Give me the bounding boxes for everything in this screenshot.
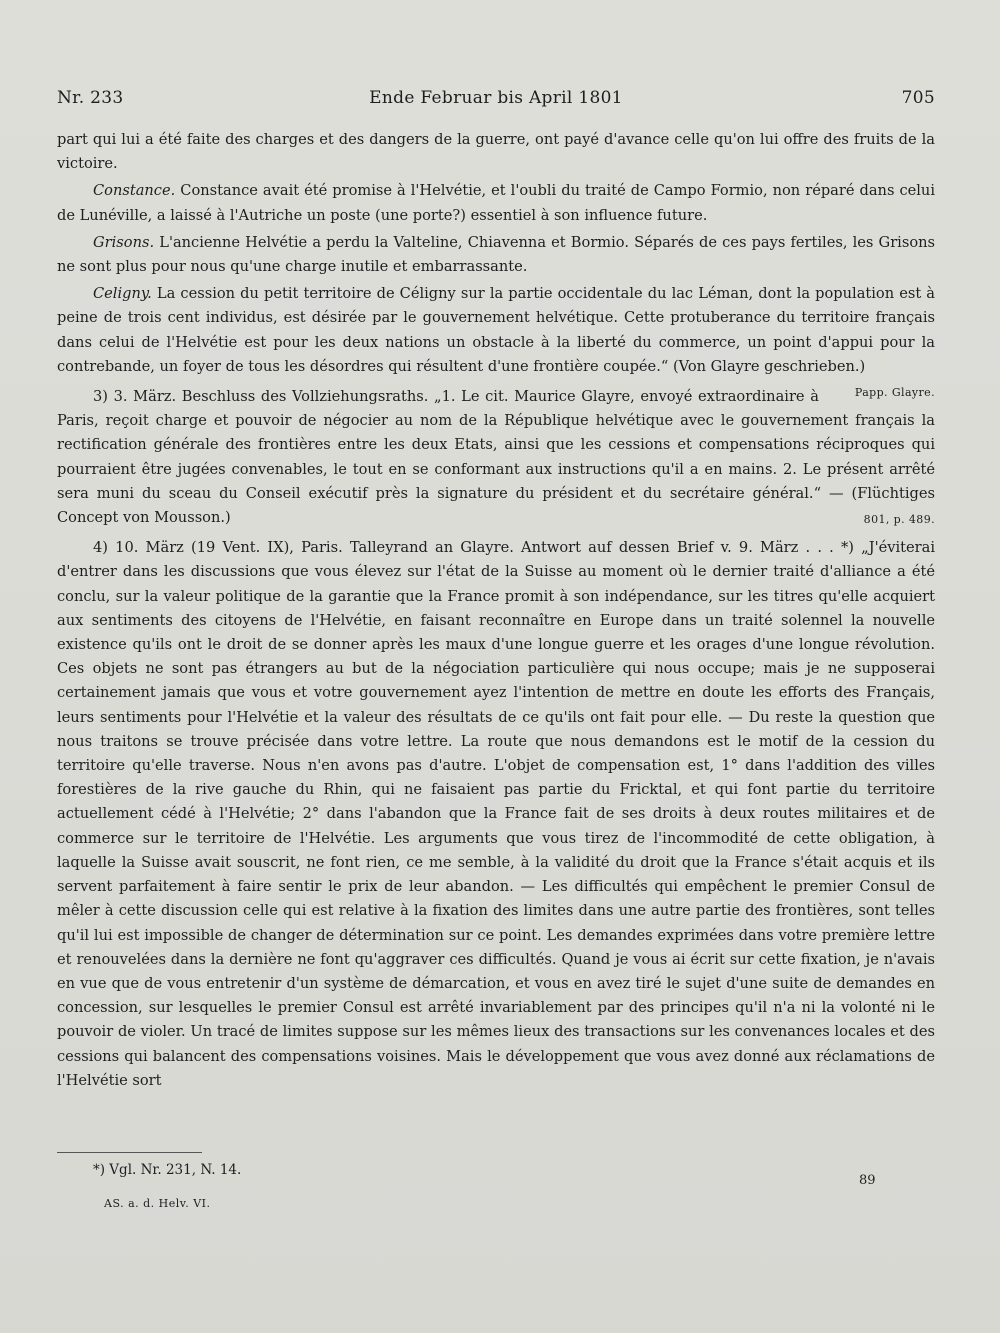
paragraph-grisons xyxy=(57,231,935,279)
paragraph-text: Constance avait été promise à l'Helvétie, et l'oubli du traité de Campo Formio, non réparé dans celui de Lunéville, a laissé à l'Autriche un poste (une porte?) essentiel à son influence future. xyxy=(57,182,935,224)
paragraph-label: Celigny. xyxy=(93,285,152,303)
paragraph-celigny xyxy=(57,282,935,400)
footnote-divider xyxy=(57,1152,202,1153)
paragraph-constance xyxy=(57,179,935,227)
collection-signature: AS. a. d. Helv. VI. xyxy=(104,1197,211,1210)
paragraph-text: 3) 3. März. Beschluss des Vollziehungsraths. „1. Le cit. Maurice Glayre, envoyé extraordinaire à Paris, reçoit charge et pouvoir de négocier au nom de la République helvétique avec le gouvernement français la rectification générale des frontières entre les deux Etats, ainsi que les cessions et compensations réciproques qui pourraient être jugées convenables, le tout en se conformant aux instructions qu'il a en mains. 2. Le présent arrêté sera muni du sceau du Conseil exécutif près la signature du président et du secrétaire général.“ — (Flüchtiges Concept von Mousson.) xyxy=(57,388,935,527)
paragraph-label: Grisons. xyxy=(93,233,155,251)
running-header xyxy=(57,88,935,114)
paragraph-entry-4: 4) 10. März (19 Vent. IX), Paris. Talleyrand an Glayre. Antwort auf dessen Brief v. 9. März . . . *) „J'éviterai d'entrer dans les discussions que vous élevez sur l'état de la Suisse au moment où le dernier traité d'alliance a été conclu, sur la valeur politique de la garantie que la France promit à son indépendance, sur les titres qu'elle acquiert aux sentiments des citoyens de l'Helvétie, en faisant reconnaître en Europe dans un traité solennel la nouvelle existence qu'ils ont le droit de se donner après les maux d'une longue guerre et les orages d'une longue révolution. Ces objets ne sont pas étrangers au but de la négociation particulière qui nous occupe; mais je ne supposerai certainement jamais que vous et votre gouvernement ayez l'intention de mettre en doute les efforts des Français, leurs sentiments pour l'Helvétie et la valeur des résultats de ce qu'ils ont fait pour elle. — Du reste la question que nous traitons se trouve précisée dans votre lettre. La route que nous demandons est le motif de la cession du territoire qu'elle traverse. Nous n'en avons pas d'autre. L'objet de compensation est, 1° dans l'addition des villes forestières de la rive gauche du Rhin, qui ne faisaient pas partie du Fricktal, et qui font partie du territoire actuellement cédé à l'Helvétie; 2° dans l'abandon que la France fait de ses droits à deux routes militaires et de commerce sur le territoire de l'Helvétie. Les arguments que vous tirez de l'incommodité de cette obligation, à laquelle la Suisse avait souscrit, ne font rien, ce me semble, à la validité du droit que la France s'était acquis et ils servent parfaitement à faire sentir le prix de leur abandon. — Les difficultés qui empêchent le premier Consul de mêler à cette discussion celle qui est relative à la fixation des limites dans une autre partie des frontières, sont telles qu'il lui est impossible de changer de détermination sur ce point. Les demandes exprimées dans votre première lettre et renouvelées dans la dernière ne font qu'aggraver ces difficultés. Quand je vous ai écrit sur cette fixation, je n'avais en vue que de vous entretenir d'un système de démarcation, et vous en avez tiré le sujet d'une suite de demandes en concession, sur lesquelles le premier Consul est arrêté invariablement par des principes qu'il n'a ni la volonté ni le pouvoir de violer. Un tracé de limites suppose sur les mêmes lieux des transactions sur les convenances locales et des cessions qui balancent des compensations voisines. Mais le développement que vous avez donné aux réclamations de l'Helvétie sort xyxy=(57,539,935,1089)
paragraph-text: La cession du petit territoire de Céligny sur la partie occidentale du lac Léman, dont la population est à peine de trois cent individus, est désirée par le gouvernement helvétique. Cette protuberance du territoire français dans celui de l'Helvétie est pour les deux nations un obstacle à la liberté du commerce, un point d'appui pour la contrebande, un foyer de tous les désordres qui résultent d'une frontière coupée.“ (Von Glayre geschrieben.) xyxy=(57,285,935,375)
header-date-range: Ende Februar bis April 1801 xyxy=(369,88,623,108)
source-reference: 801, p. 489. xyxy=(863,513,935,527)
signature-number: 89 xyxy=(859,1173,876,1188)
document-number: Nr. 233 xyxy=(57,88,124,108)
paragraph-entry-3 xyxy=(57,385,935,530)
body-text xyxy=(57,128,935,1096)
paragraph-label: Constance. xyxy=(93,182,176,200)
source-reference: Papp. Glayre. xyxy=(854,386,935,400)
paragraph-continuation: part qui lui a été faite des charges et des dangers de la guerre, ont payé d'avance celle qu'on lui offre des fruits de la victoire. xyxy=(57,131,935,173)
paragraph-text: L'ancienne Helvétie a perdu la Valteline, Chiavenna et Bormio. Séparés de ces pays fertiles, les Grisons ne sont plus pour nous qu'une charge inutile et embarrassante. xyxy=(57,233,935,276)
page-number: 705 xyxy=(901,88,935,108)
footnote: *) Vgl. Nr. 231, N. 14. xyxy=(93,1162,242,1178)
